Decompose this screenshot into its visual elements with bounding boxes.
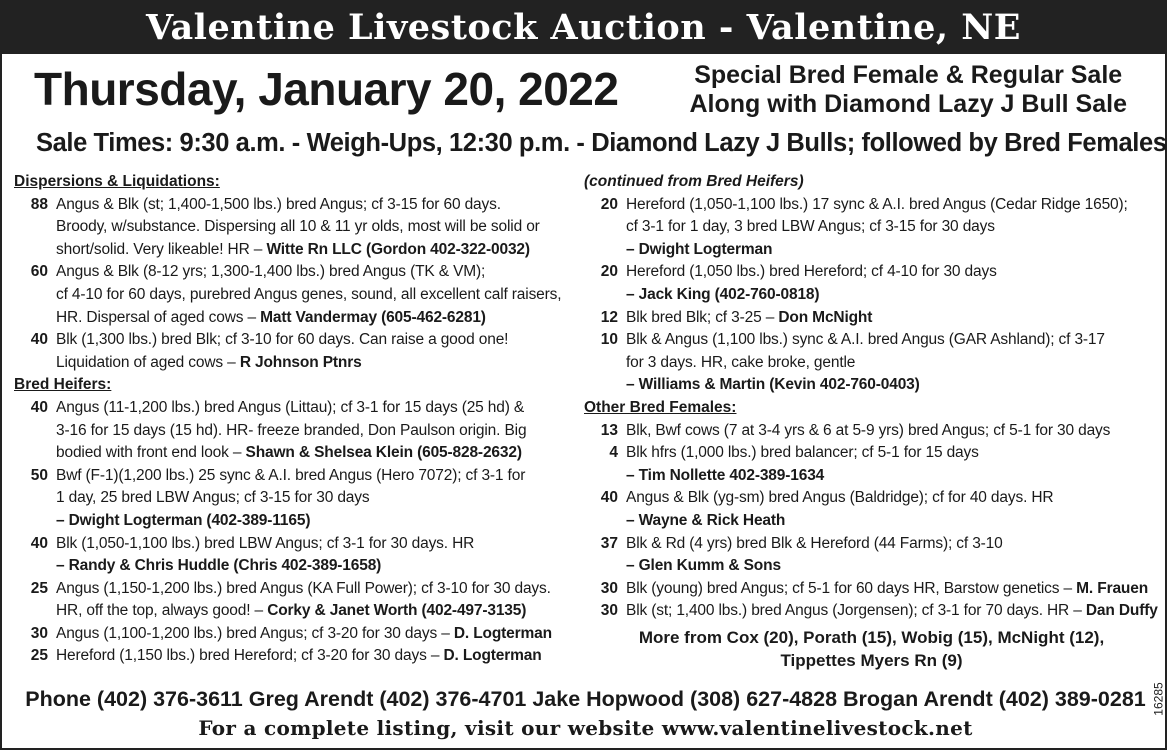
desc-line: Hereford (1,050-1,100 lbs.) 17 sync & A.I. bred Angus (Cedar Ridge 1650);: [626, 195, 1128, 213]
item-description: [626, 533, 1159, 578]
section-title-continued: (continued from Bred Heifers): [584, 173, 804, 190]
item-description: [56, 397, 574, 465]
head-count: 30: [600, 579, 618, 597]
consignor: – Tim Nollette 402-389-1634: [626, 466, 825, 484]
banner-title: Valentine Livestock Auction - Valentine, NE: [2, 2, 1165, 54]
desc-line: Angus & Blk (st; 1,400-1,500 lbs.) bred Angus; cf 3-15 for 60 days.: [56, 195, 501, 213]
head-count: 20: [600, 263, 618, 281]
list-item: [584, 307, 1159, 330]
desc-line: [56, 623, 574, 646]
more-line: More from Cox (20), Porath (15), Wobig (15), McNight (12),: [638, 627, 1105, 647]
desc-line: Blk (1,300 lbs.) bred Blk; cf 3-10 for 60 days. Can raise a good one!: [56, 331, 509, 349]
more-line: Tippettes Myers Rn (9): [780, 650, 963, 670]
desc-text: Angus (1,100-1,200 lbs.) bred Angus; cf 3-20 for 30 days –: [56, 624, 454, 642]
desc-line: Bwf (F-1)(1,200 lbs.) 25 sync & A.I. bred Angus (Hero 7072); cf 3-1 for: [56, 466, 526, 484]
head-count: 30: [600, 602, 618, 620]
section-title-bred-heifers: Bred Heifers:: [14, 376, 112, 394]
desc-line: Broody, w/substance. Dispersing all 10 & 11 yr olds, most will be solid or: [56, 218, 540, 236]
desc-line: [56, 600, 574, 623]
special-line-1: Special Bred Female & Regular Sale: [694, 61, 1123, 89]
list-item: [14, 533, 574, 578]
desc-line: Blk (1,050-1,100 lbs.) bred LBW Angus; cf 3-1 for 30 days. HR: [56, 534, 475, 552]
desc-line: [626, 600, 1159, 623]
desc-line: cf 4-10 for 60 days, purebred Angus genes, sound, all excellent calf raisers,: [56, 285, 562, 303]
desc-line: [626, 307, 1159, 330]
desc-line: Blk hfrs (1,000 lbs.) bred balancer; cf 5-1 for 15 days: [626, 444, 979, 462]
desc-line: [56, 442, 574, 465]
item-description: [626, 578, 1159, 601]
desc-line: [56, 239, 574, 262]
item-description: [626, 194, 1159, 262]
desc-line: Angus & Blk (yg-sm) bred Angus (Baldridge); cf for 40 days. HR: [626, 489, 1054, 507]
item-description: [626, 442, 1159, 487]
desc-text: Liquidation of aged cows –: [56, 353, 240, 371]
sale-times: Sale Times: 9:30 a.m. - Weigh-Ups, 12:30 p.m. - Diamond Lazy J Bulls; followed by Bred Females: [36, 129, 1167, 157]
head-count: 40: [30, 398, 48, 416]
sale-date: Thursday, January 20, 2022: [34, 63, 619, 115]
item-description: [626, 600, 1159, 623]
desc-line: cf 3-1 for 1 day, 3 bred LBW Angus; cf 3-15 for 30 days: [626, 218, 995, 236]
section-title-other-bred-females: Other Bred Females:: [584, 398, 737, 416]
consignor: – Dwight Logterman (402-389-1165): [56, 511, 311, 529]
consignor: D. Logterman: [453, 624, 552, 642]
desc-line: 3-16 for 15 days (15 hd). HR- freeze branded, Don Paulson origin. Big: [56, 421, 527, 439]
list-item: [14, 194, 574, 262]
more-consignors: [584, 626, 1159, 672]
desc-text: Blk (young) bred Angus; cf 5-1 for 60 days HR, Barstow genetics –: [626, 579, 1077, 597]
item-description: [626, 307, 1159, 330]
desc-line: 1 day, 25 bred LBW Angus; cf 3-15 for 30 days: [56, 489, 370, 507]
list-item: [584, 261, 1159, 306]
desc-line: Angus (1,150-1,200 lbs.) bred Angus (KA Full Power); cf 3-10 for 30 days.: [56, 579, 551, 597]
consignor: – Glen Kumm & Sons: [626, 557, 781, 575]
consignor: Witte Rn LLC (Gordon 402-322-0032): [266, 240, 530, 258]
desc-text: bodied with front end look –: [56, 444, 246, 462]
head-count: 10: [600, 331, 618, 349]
left-column: [14, 171, 574, 668]
desc-line: Blk & Rd (4 yrs) bred Blk & Hereford (44 Farms); cf 3-10: [626, 534, 1003, 552]
list-item: [14, 465, 574, 533]
item-description: [56, 533, 574, 578]
consignor: M. Frauen: [1076, 579, 1149, 597]
desc-text: HR, off the top, always good! –: [56, 602, 268, 620]
head-count: 20: [600, 195, 618, 213]
consignor: Corky & Janet Worth (402-497-3135): [267, 602, 527, 620]
desc-text: Blk (st; 1,400 lbs.) bred Angus (Jorgensen); cf 3-1 for 70 days. HR –: [626, 602, 1086, 620]
item-description: [56, 578, 574, 623]
consignor: – Dwight Logterman: [626, 240, 773, 258]
desc-line: [626, 578, 1159, 601]
consignor: D. Logterman: [443, 647, 542, 665]
list-item: [14, 397, 574, 465]
item-description: [626, 487, 1159, 532]
consignor: – Wayne & Rick Heath: [626, 511, 786, 529]
item-description: [56, 465, 574, 533]
head-count: 13: [600, 421, 618, 439]
head-count: 40: [30, 331, 48, 349]
item-description: [626, 261, 1159, 306]
consignor: – Williams & Martin (Kevin 402-760-0403): [626, 376, 920, 394]
section-title-dispersions: Dispersions & Liquidations:: [14, 173, 220, 190]
item-description: [56, 261, 574, 329]
desc-text: Blk bred Blk; cf 3-25 –: [626, 308, 779, 326]
list-item: [14, 329, 574, 374]
list-item: [14, 623, 574, 646]
website-line: For a complete listing, visit our website www.valentinelivestock.net: [198, 716, 973, 740]
list-item: [584, 533, 1159, 578]
item-description: [56, 329, 574, 374]
head-count: 40: [30, 534, 48, 552]
consignor: – Jack King (402-760-0818): [626, 285, 820, 303]
list-item: [584, 487, 1159, 532]
item-description: [56, 645, 574, 668]
head-count: 25: [30, 579, 48, 597]
desc-line: Blk & Angus (1,100 lbs.) sync & A.I. bred Angus (GAR Ashland); cf 3-17: [626, 331, 1105, 349]
desc-line: Angus & Blk (8-12 yrs; 1,300-1,400 lbs.) bred Angus (TK & VM);: [56, 263, 486, 281]
list-item: [584, 329, 1159, 397]
special-line-2: Along with Diamond Lazy J Bull Sale: [689, 90, 1127, 118]
desc-line: [56, 645, 574, 668]
item-description: [626, 329, 1159, 397]
list-item: [14, 261, 574, 329]
desc-line: for 3 days. HR, cake broke, gentle: [626, 353, 856, 371]
list-item: [14, 645, 574, 668]
head-count: 30: [30, 624, 48, 642]
consignor: Shawn & Shelsea Klein (605-828-2632): [245, 444, 522, 462]
desc-line: [56, 307, 574, 330]
right-column: [584, 171, 1159, 672]
desc-text: HR. Dispersal of aged cows –: [56, 308, 261, 326]
desc-line: [56, 352, 574, 375]
item-description: [626, 420, 1159, 443]
list-item: [584, 420, 1159, 443]
head-count: 88: [30, 195, 48, 213]
item-description: [56, 194, 574, 262]
list-item: [584, 578, 1159, 601]
head-count: 4: [609, 444, 618, 462]
head-count: 40: [600, 489, 618, 507]
desc-text: Hereford (1,150 lbs.) bred Hereford; cf 3-20 for 30 days –: [56, 647, 444, 665]
list-item: [584, 600, 1159, 623]
head-count: 37: [600, 534, 618, 552]
desc-line: Blk, Bwf cows (7 at 3-4 yrs & 6 at 5-9 yrs) bred Angus; cf 5-1 for 30 days: [626, 421, 1111, 439]
head-count: 50: [30, 466, 48, 484]
special-sale-heading: [689, 61, 1127, 119]
desc-line: Hereford (1,050 lbs.) bred Hereford; cf 4-10 for 30 days: [626, 263, 997, 281]
head-count: 12: [600, 308, 618, 326]
item-description: [56, 623, 574, 646]
list-item: [584, 442, 1159, 487]
desc-text: short/solid. Very likeable! HR –: [56, 240, 267, 258]
consignor: Matt Vandermay (605-462-6281): [260, 308, 486, 326]
list-item: [584, 194, 1159, 262]
desc-line: Angus (11-1,200 lbs.) bred Angus (Littau); cf 3-1 for 15 days (25 hd) &: [56, 398, 525, 416]
head-count: 60: [30, 263, 48, 281]
consignor: Dan Duffy: [1085, 602, 1158, 620]
ad-id: 16285: [1151, 682, 1166, 716]
consignor: – Randy & Chris Huddle (Chris 402-389-1658): [56, 557, 382, 575]
consignor: R Johnson Ptnrs: [239, 353, 362, 371]
head-count: 25: [30, 647, 48, 665]
phone-contacts: Phone (402) 376-3611 Greg Arendt (402) 376-4701 Jake Hopwood (308) 627-4828 Brogan Arendt (402) 389-0281: [25, 687, 1146, 711]
consignor: Don McNight: [778, 308, 873, 326]
list-item: [14, 578, 574, 623]
